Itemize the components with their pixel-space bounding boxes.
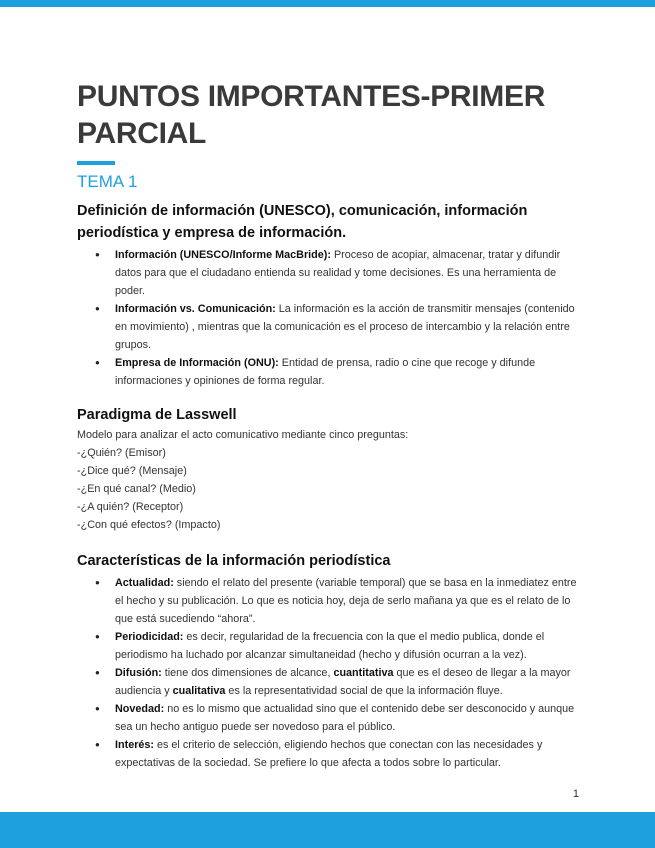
lasswell-line: -¿En qué canal? (Medio) [77, 483, 196, 495]
section3-list [77, 574, 582, 772]
list-item [115, 628, 582, 664]
page-number: 1 [572, 788, 579, 800]
section3-heading: Características de la información periodística [77, 553, 391, 569]
lasswell-line: -¿A quién? (Receptor) [77, 501, 184, 513]
item-label: Novedad: [115, 703, 165, 715]
item-emphasis: cuantitativa [333, 667, 394, 679]
item-text: siendo el relato del presente (variable temporal) que se basa en la inmediatez entre el hecho y su publicación. Lo que es noticia hoy, deja de serlo mañana ya que es el relato de lo que está sucediendo “ahora”. [115, 577, 577, 625]
item-emphasis: cualitativa [172, 685, 226, 697]
lasswell-line: -¿Dice qué? (Mensaje) [77, 465, 187, 477]
lasswell-line: -¿Con qué efectos? (Impacto) [77, 519, 221, 531]
section1-list [77, 246, 582, 390]
item-label: Difusión: [115, 667, 162, 679]
item-text: Entidad de prensa, radio o cine que recoge y difunde informaciones y opiniones de forma regular. [115, 357, 536, 387]
item-label: Información vs. Comunicación: [115, 303, 276, 315]
item-text: es decir, regularidad de la frecuencia con la que el medio publica, donde el periodismo ha luchado por alcanzar simultaneidad (hecho y difusión ocurran a la vez). [115, 631, 545, 661]
title-underline [77, 161, 115, 165]
item-label: Empresa de Información (ONU): [115, 357, 279, 369]
list-item [115, 246, 582, 300]
page-title: PUNTOS IMPORTANTES-PRIMER PARCIAL [77, 80, 546, 150]
list-item [115, 664, 582, 700]
section2-heading: Paradigma de Lasswell [77, 407, 237, 423]
item-label: Información (UNESCO/Informe MacBride): [115, 249, 331, 261]
item-text: Proceso de acopiar, almacenar, tratar y difundir datos para que el ciudadano entienda su realidad y tome decisiones. Es una herramienta de poder. [115, 249, 561, 297]
top-accent-bar [0, 0, 655, 7]
document-body [77, 78, 582, 772]
item-text: es la representatividad social de que la información fluye. [225, 685, 503, 697]
item-label: Actualidad: [115, 577, 174, 589]
list-item [115, 300, 582, 354]
item-label: Interés: [115, 739, 155, 751]
item-text: que es el deseo de llegar a la mayor audiencia y [115, 667, 571, 697]
list-item [115, 736, 582, 772]
section1-heading: Definición de información (UNESCO), comunicación, información periodística y empresa de información. [77, 203, 528, 241]
item-text: La información es la acción de transmitir mensajes (contenido en movimiento) , mientras que la comunicación es el proceso de intercambio y la relación entre grupos. [115, 303, 575, 351]
bottom-accent-bar [0, 812, 655, 848]
item-text: es el criterio de selección, eligiendo hechos que conectan con las necesidades y expectativas de la sociedad. Se prefiere lo que afecta a todos sobre lo particular. [115, 739, 543, 769]
item-text: tiene dos dimensiones de alcance, [161, 667, 334, 679]
lasswell-line: -¿Quién? (Emisor) [77, 447, 166, 459]
list-item [115, 574, 582, 628]
list-item [115, 354, 582, 390]
section-subtitle: TEMA 1 [77, 172, 138, 191]
item-label: Periodicidad: [115, 631, 184, 643]
section2-intro: Modelo para analizar el acto comunicativo mediante cinco preguntas: [77, 429, 409, 441]
item-text: no es lo mismo que actualidad sino que el contenido debe ser desconocido y aunque sea un hecho antiguo puede ser novedoso para el público. [115, 703, 575, 733]
list-item [115, 700, 582, 736]
